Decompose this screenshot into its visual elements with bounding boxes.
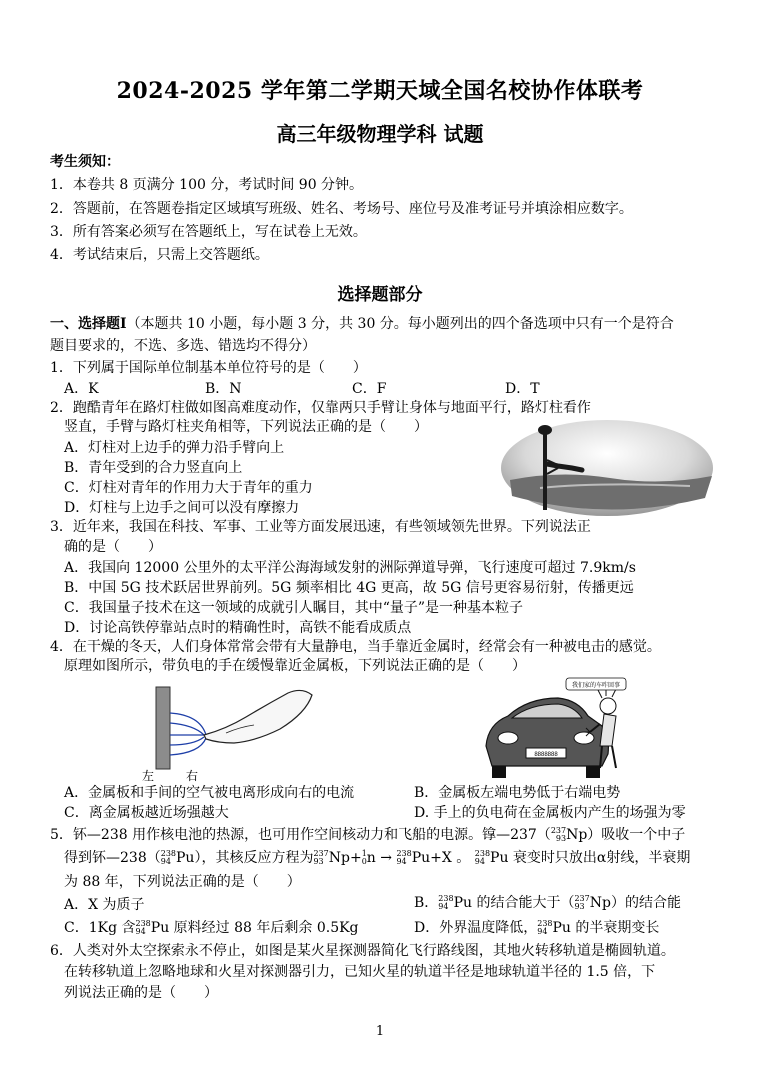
part1-intro <box>50 314 674 334</box>
license-plate-text: 8888888 <box>534 752 558 758</box>
person-head <box>600 698 616 714</box>
q3-stem-2: 确的是（ ） <box>64 539 162 555</box>
exam-subtitle: 高三年级物理学科 试题 <box>276 122 484 146</box>
field-line <box>170 737 204 745</box>
q3-stem-1: 3．近年来，我国在科技、军事、工业等方面发展迅速，有些领域领先世界。下列说法正 <box>50 519 591 535</box>
q4-option-d: D. 手上的负电荷在金属板内产生的场强为零 <box>414 805 686 821</box>
q5-line-3: 为 88 年，下列说法正确的是（ ） <box>64 874 301 890</box>
part1-line1: （本题共 10 小题，每小题 3 分，共 30 分。每小题列出的四个备选项中只有一个是符合 <box>126 316 674 332</box>
lamp-head <box>538 425 552 435</box>
q5-option-d: D．外界温度降低， 238 94 Pu 的半衰期变长 <box>414 919 660 936</box>
label-right: 右 <box>186 769 199 783</box>
q2-option-c: C．灯柱对青年的作用力大于青年的重力 <box>64 480 313 496</box>
q6-stem-1: 6．人类对外太空探索永不停止，如图是某火星探测器简化飞行路线图，其地火转移轨道是椭圆轨道。 <box>50 943 675 959</box>
q5-option-b: B． 238 94 Pu 的结合能大于（ 237 93 Np）的结合能 <box>414 894 681 911</box>
lamppost <box>543 428 547 510</box>
speech-bubble-text: 我们家的车咋回事 <box>571 682 621 689</box>
part1-line2: 题目要求的，不选、多选、错选均不得分） <box>50 338 316 354</box>
q2-option-d: D．灯柱与上边手之间可以没有摩擦力 <box>64 500 300 516</box>
notice-item-2: 2．答题前，在答题卷指定区域填写班级、姓名、考场号、座位号及准考证号并填涂相应数字。 <box>50 201 633 217</box>
field-line <box>170 723 204 735</box>
field-line <box>170 738 206 755</box>
q6-stem-3: 列说法正确的是（ ） <box>64 985 218 1001</box>
pu-isotope-notation: 238 94 <box>160 849 177 866</box>
q1-option-b: B．N <box>205 381 242 397</box>
q5-option-c: C．1Kg 含 238 94 Pu 原料经过 88 年后剩余 0.5Kg <box>64 919 359 936</box>
q1-option-a: A．K <box>64 381 99 397</box>
q1-option-d: D．T <box>505 381 540 397</box>
q5-option-a: A．X 为质子 <box>64 897 145 913</box>
q2-stem-2: 竖直，手臂与路灯柱夹角相等，下列说法正确的是（ ） <box>64 419 428 435</box>
q4-car-cartoon <box>478 676 628 784</box>
headlight-right <box>574 732 594 744</box>
q4-stem-2: 原理如图所示，带负电的手在缓慢靠近金属板，下列说法正确的是（ ） <box>64 658 526 674</box>
q4-plate-hand-figure <box>130 683 320 783</box>
notice-item-4: 4．考试结束后，只需上交答题纸。 <box>50 247 269 263</box>
q3-option-c: C．我国量子技术在这一领域的成就引人瞩目，其中“量子”是一种基本粒子 <box>64 600 524 616</box>
part1-label: 一、选择题Ⅰ <box>50 316 127 332</box>
q4-option-c: C．离金属板越近场强越大 <box>64 805 229 821</box>
neutron-notation: 1 0 <box>361 849 367 866</box>
page-number: 1 <box>375 1024 385 1039</box>
notice-item-3: 3．所有答案必须写在答题纸上，写在试卷上无效。 <box>50 224 367 240</box>
pu-isotope-notation: 238 94 <box>396 849 412 866</box>
q3-option-a: A．我国向 12000 公里外的太平洋公海海域发射的洲际弹道导弹，飞行速度可超过 7.9km/s <box>64 560 636 576</box>
q2-stem-1: 2．跑酷青年在路灯柱做如图高难度动作，仅靠两只手臂让身体与地面平行，路灯柱看作 <box>50 400 591 416</box>
q3-option-d: D．讨论高铁停靠站点时的精确性时，高铁不能看成质点 <box>64 620 412 636</box>
section-title: 选择题部分 <box>337 285 423 305</box>
notice-item-1: 1．本卷共 8 页满分 100 分，考试时间 90 分钟。 <box>50 177 364 193</box>
q6-stem-2: 在转移轨道上忽略地球和火星对探测器引力，已知火星的轨道半径是地球轨道半径的 1.5 倍，下 <box>64 964 656 980</box>
metal-plate <box>156 687 170 769</box>
notice-heading: 考生须知： <box>50 154 120 170</box>
hand <box>204 690 312 743</box>
q3-option-b: B．中国 5G 技术跃居世界前列。5G 频率相比 4G 更高，故 5G 信号更容易衍射，传播更远 <box>64 580 634 596</box>
label-left: 左 <box>142 769 155 783</box>
q4-option-a: A．金属板和手间的空气被电离形成向右的电流 <box>64 785 355 801</box>
q4-stem-1: 4．在干燥的冬天，人们身体常常会带有大量静电，当手靠近金属时，经常会有一种被电击的感觉。 <box>50 639 661 655</box>
np-isotope-notation: 237 93 <box>313 849 329 866</box>
person-body <box>600 714 616 746</box>
q2-option-a: A．灯柱对上边手的弹力沿手臂向上 <box>64 440 285 456</box>
np-isotope-notation: 237 93 <box>550 826 567 843</box>
exam-title: 2024-2025 学年第二学期天域全国名校协作体联考 <box>116 78 644 104</box>
pu-isotope-notation: 238 94 <box>474 849 491 866</box>
q1-option-c: C．F <box>352 381 387 397</box>
headlight-left <box>498 732 518 744</box>
q2-option-b: B．青年受到的合力竖直向上 <box>64 460 243 476</box>
q4-option-b: B．金属板左端电势低于右端电势 <box>414 785 621 801</box>
q5-line-2: 得到钚—238（ 238 94 Pu），其核反应方程为 237 93 Np+ 1 0 n → 238 94 Pu+X 。 238 94 Pu 衰变时只放出α射线，半衰期 <box>64 849 691 866</box>
q2-parkour-figure <box>500 418 715 518</box>
q5-line-1: 5．钚—238 用作核电池的热源，也可用作空间核动力和飞船的电源。镎—237（ 237 93 Np）吸收一个中子 <box>50 826 686 843</box>
q1-stem: 1．下列属于国际单位制基本单位符号的是（ ） <box>50 360 367 376</box>
